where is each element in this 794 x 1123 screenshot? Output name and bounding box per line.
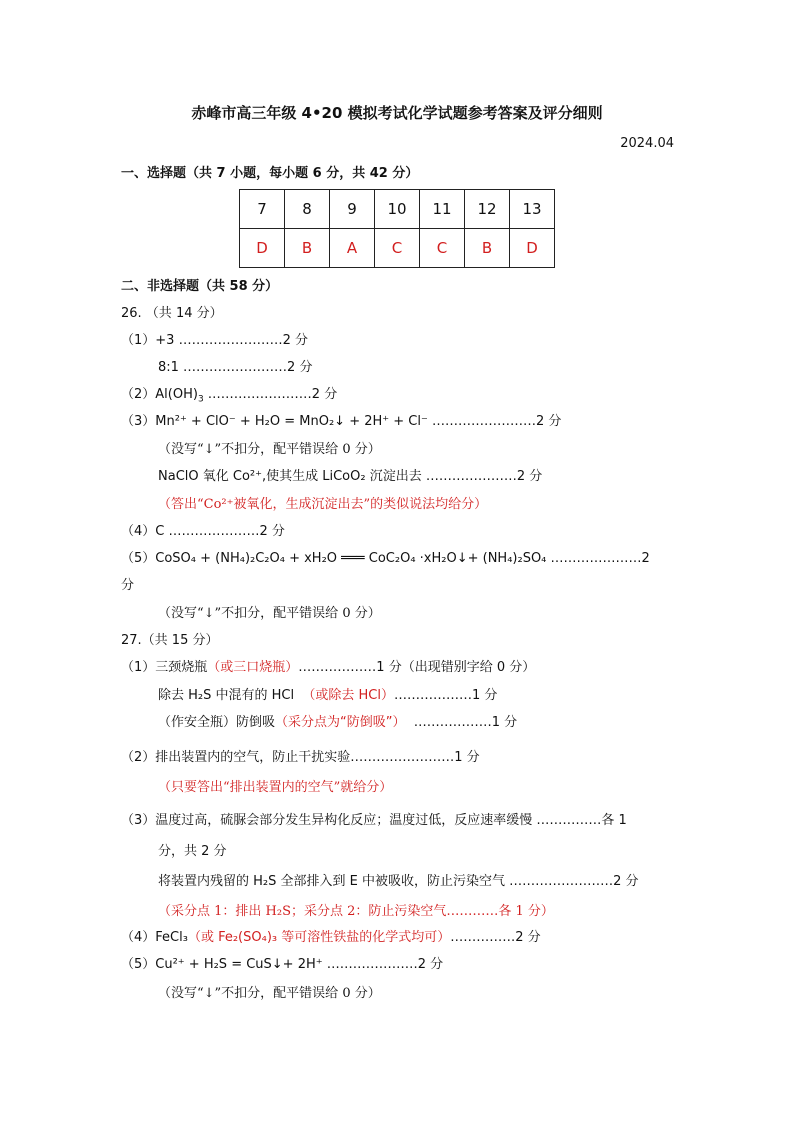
answer-cell: C xyxy=(375,229,420,268)
text-run: （2）Al(OH) xyxy=(121,387,198,402)
question-number: 11 xyxy=(420,190,465,229)
q27-line: （2）排出装置内的空气，防止干扰实验……………………1 分 xyxy=(121,750,480,765)
date: 2024.04 xyxy=(620,136,674,151)
q26-line xyxy=(121,386,337,404)
q26-line: （1）+3 ……………………2 分 xyxy=(121,333,308,348)
text-run: 除去 H₂S 中混有的 HCl xyxy=(158,688,295,703)
q27-line: （5）Cu²⁺ + H₂S = CuS↓+ 2H⁺ …………………2 分 xyxy=(121,957,444,972)
answer-cell: B xyxy=(465,229,510,268)
text-run: （1）三颈烧瓶 xyxy=(121,660,208,675)
question-number: 12 xyxy=(465,190,510,229)
q26-heading: 26. （共 14 分） xyxy=(121,306,223,321)
alt-answer: （或除去 HCl） xyxy=(302,688,394,703)
answer-cell: C xyxy=(420,229,465,268)
answer-cell: A xyxy=(330,229,375,268)
q27-line xyxy=(121,659,535,677)
q26-line: （3）Mn²⁺ + ClO⁻ + H₂O = MnO₂↓ + 2H⁺ + Cl⁻ ……………………2 分 xyxy=(121,414,562,429)
q26-line: 8:1 ……………………2 分 xyxy=(158,360,313,375)
answer-cell: D xyxy=(240,229,285,268)
question-number: 8 xyxy=(285,190,330,229)
q26-line: 分 xyxy=(121,578,135,593)
q27-note: （没写“↓”不扣分，配平错误给 0 分） xyxy=(158,986,381,1001)
text-run: ………………1 分 xyxy=(413,715,518,730)
question-number: 10 xyxy=(375,190,420,229)
q27-note: （采分点 1：排出 H₂S；采分点 2：防止污染空气…………各 1 分） xyxy=(158,904,554,919)
answer-cell: B xyxy=(285,229,330,268)
q26-line: （5）CoSO₄ + (NH₄)₂C₂O₄ + xH₂O ═══ CoC₂O₄ ·xH₂O↓+ (NH₄)₂SO₄ …………………2 xyxy=(121,551,650,566)
alt-answer: （采分点为“防倒吸”） xyxy=(275,715,406,730)
text-run: ………………1 分（出现错别字给 0 分） xyxy=(298,660,536,675)
q27-line: 将装置内残留的 H₂S 全部排入到 E 中被吸收，防止污染空气 ……………………2 分 xyxy=(158,874,639,889)
q26-line: NaClO 氧化 Co²⁺,使其生成 LiCoO₂ 沉淀出去 …………………2 分 xyxy=(158,469,543,484)
text-run: ………………1 分 xyxy=(393,688,498,703)
q27-line xyxy=(158,714,517,732)
q27-line: 分，共 2 分 xyxy=(158,844,227,859)
question-number: 9 xyxy=(330,190,375,229)
answer-cell: D xyxy=(510,229,555,268)
subscript: 3 xyxy=(197,394,204,405)
q26-line: （4）C …………………2 分 xyxy=(121,524,285,539)
q27-heading: 27.（共 15 分） xyxy=(121,633,219,648)
section1-heading: 一、选择题（共 7 小题，每小题 6 分，共 42 分） xyxy=(121,166,419,181)
text-run: （作安全瓶）防倒吸 xyxy=(158,715,276,730)
q26-note: （答出“Co²⁺被氧化，生成沉淀出去”的类似说法均给分） xyxy=(158,497,488,512)
section2-heading: 二、非选择题（共 58 分） xyxy=(121,279,279,294)
answer-table xyxy=(239,189,555,268)
question-number: 13 xyxy=(510,190,555,229)
q26-note: （没写“↓”不扣分，配平错误给 0 分） xyxy=(158,606,381,621)
q27-line xyxy=(158,687,497,705)
q26-note: （没写“↓”不扣分，配平错误给 0 分） xyxy=(158,442,381,457)
page-title: 赤峰市高三年级 4•20 模拟考试化学试题参考答案及评分细则 xyxy=(191,104,603,122)
q27-line: （3）温度过高，硫脲会部分发生异构化反应；温度过低，反应速率缓慢 ……………各 1 xyxy=(121,813,627,828)
q27-line xyxy=(121,929,541,947)
text-run: （4）FeCl₃ xyxy=(121,930,188,945)
question-number: 7 xyxy=(240,190,285,229)
alt-answer: （或 Fe₂(SO₄)₃ 等可溶性铁盐的化学式均可） xyxy=(187,930,451,945)
q27-note: （只要答出“排出装置内的空气”就给分） xyxy=(158,780,393,795)
text-run: ……………………2 分 xyxy=(203,387,338,402)
alt-answer: （或三口烧瓶） xyxy=(207,660,299,675)
text-run: ……………2 分 xyxy=(450,930,541,945)
